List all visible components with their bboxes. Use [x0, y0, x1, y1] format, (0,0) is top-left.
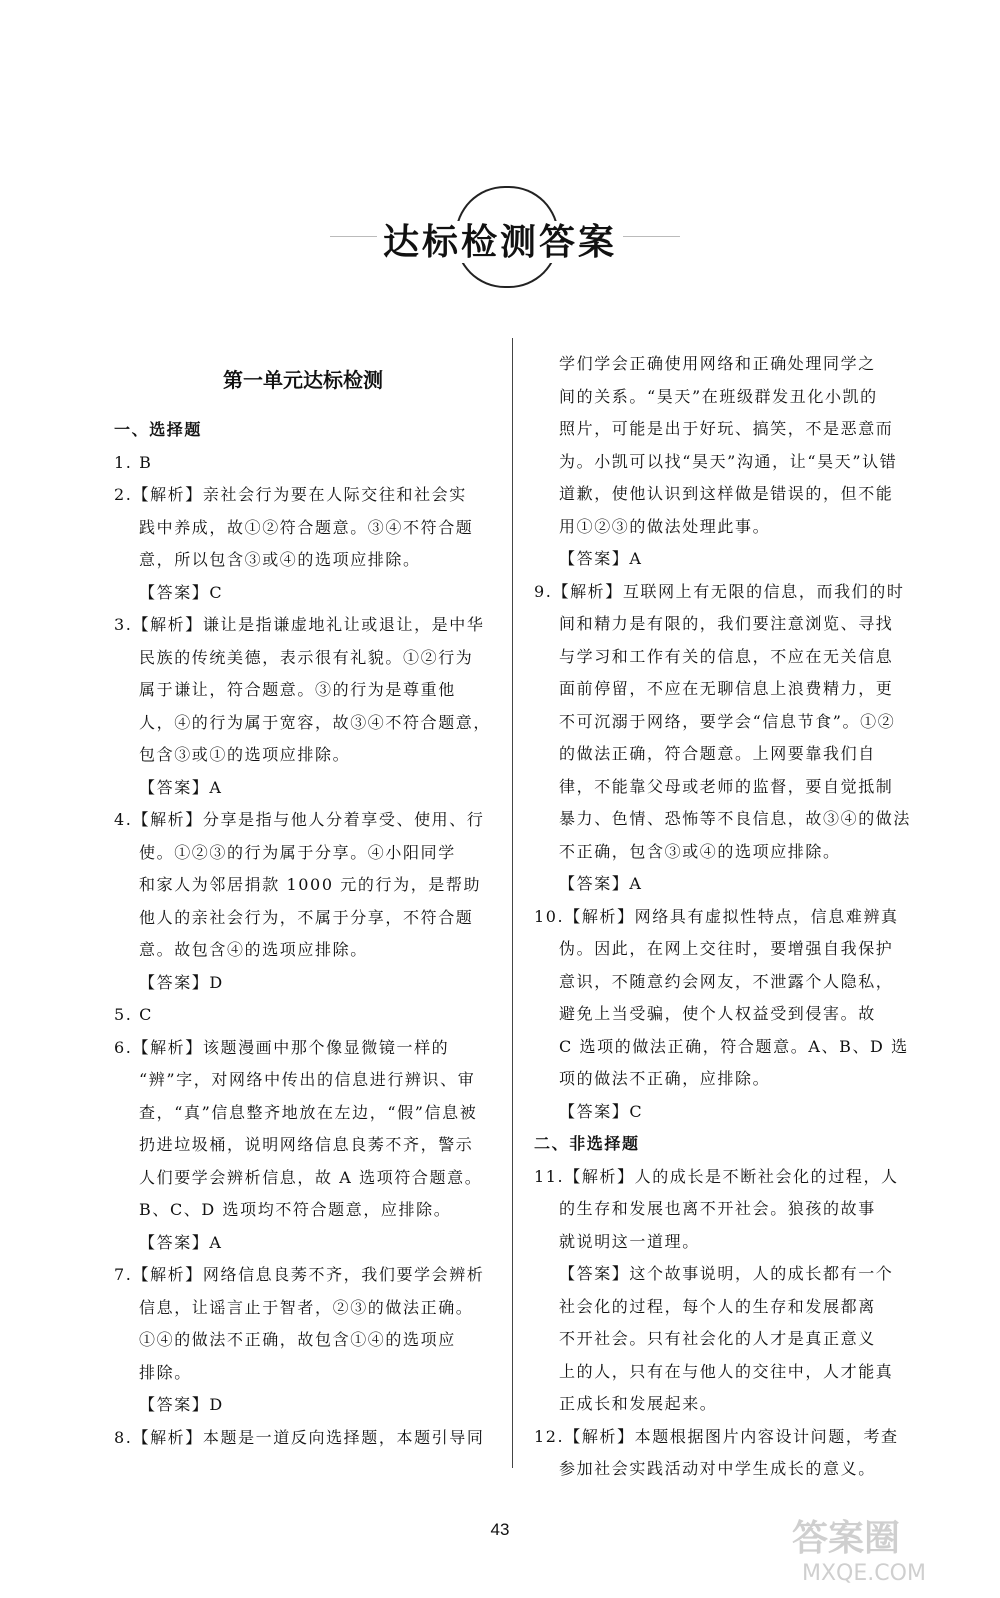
text-line: 包含③或①的选项应排除。 — [139, 745, 351, 764]
text-line: 【答案】A — [559, 549, 643, 568]
text-line: 【答案】C — [559, 1101, 644, 1121]
text-line: 11.【解析】人的成长是不断社会化的过程，人 — [534, 1166, 899, 1186]
text-line: 1. B — [114, 452, 153, 472]
text-line: 避免上当受骗，使个人权益受到侵害。故 — [559, 1004, 876, 1023]
text-line: 4.【解析】分享是指与他人分着享受、使用、行 — [114, 810, 485, 829]
text-line: 【答案】A — [139, 1232, 223, 1252]
title-block — [0, 180, 1000, 290]
text-line: 用①②③的做法处理此事。 — [559, 516, 771, 536]
text-line: 正成长和发展起来。 — [559, 1394, 718, 1413]
left-column — [114, 348, 492, 1454]
section-title: 第一单元达标检测 — [223, 368, 383, 392]
text-line: 践中养成，故①②符合题意。③④不符合题 — [139, 517, 474, 537]
page-title — [0, 214, 1000, 265]
column-divider — [512, 338, 513, 1468]
text-line: 9.【解析】互联网上有无限的信息，而我们的时 — [534, 581, 905, 601]
text-line: 【答案】D — [139, 972, 224, 992]
text-line: 3.【解析】谦让是指谦虚地礼让或退让，是中华 — [114, 615, 485, 634]
text-line: 项的做法不正确，应排除。 — [559, 1069, 771, 1088]
page-number: 43 — [490, 1520, 510, 1539]
text-line: 的做法正确，符合题意。上网要靠我们自 — [559, 744, 876, 763]
page-title-text: 达标检测答案 — [377, 221, 623, 263]
text-line: 与学习和工作有关的信息，不应在无关信息 — [559, 646, 894, 666]
text-line: 5. C — [114, 1005, 153, 1024]
text-line: 扔进垃圾桶，说明网络信息良莠不齐，警示 — [139, 1135, 474, 1154]
text-line: 【答案】D — [139, 1395, 224, 1414]
right-column — [534, 348, 916, 1486]
text-line: 照片，可能是出于好玩、搞笑，不是恶意而 — [559, 419, 894, 438]
text-line: 意，所以包含③或④的选项应排除。 — [139, 550, 421, 569]
text-line: 不开社会。只有社会化的人才是真正意义 — [559, 1329, 876, 1348]
text-line: 【答案】C — [139, 582, 224, 602]
text-line: B、C、D 选项均不符合题意，应排除。 — [139, 1200, 452, 1219]
text-line: 人，④的行为属于宽容，故③④不符合题意， — [139, 712, 492, 732]
text-line: 参加社会实践活动对中学生成长的意义。 — [559, 1459, 876, 1478]
text-line: 7.【解析】网络信息良莠不齐，我们要学会辨析 — [114, 1265, 485, 1284]
right-text-lines — [534, 348, 916, 1486]
text-line: 【答案】A — [139, 777, 223, 797]
text-line: 面前停留，不应在无聊信息上浪费精力，更 — [559, 679, 894, 698]
text-line: 人们要学会辨析信息，故 A 选项符合题意。 — [139, 1167, 483, 1187]
text-line: 10.【解析】网络具有虚拟性特点，信息难辨真 — [534, 906, 899, 926]
text-line: 民族的传统美德，表示很有礼貌。①②行为 — [139, 647, 474, 667]
text-line: 不可沉溺于网络，要学会“信息节食”。①② — [559, 711, 896, 731]
text-line: 道歉，使他认识到这样做是错误的，但不能 — [559, 484, 894, 503]
text-line: 为。小凯可以找“昊天”沟通，让“昊天”认错 — [559, 451, 898, 471]
text-line: “辨”字，对网络中传出的信息进行辨识、审 — [139, 1070, 476, 1089]
text-line: 就说明这一道理。 — [559, 1231, 700, 1251]
text-line: 伪。因此，在网上交往时，要增强自我保护 — [559, 939, 894, 958]
watermark-logo — [782, 1508, 992, 1588]
text-line: 暴力、色情、恐怖等不良信息，故③④的做法 — [559, 809, 912, 828]
text-line: 和家人为邻居捐款 1000 元的行为，是帮助 — [139, 875, 482, 894]
text-line: 间的关系。“昊天”在班级群发丑化小凯的 — [559, 386, 878, 406]
text-line: 学们学会正确使用网络和正确处理同学之 — [559, 354, 876, 373]
text-line: 二、非选择题 — [534, 1134, 640, 1153]
text-line: 【答案】A — [559, 874, 643, 893]
text-line: 一、选择题 — [114, 420, 203, 439]
text-line: 【答案】这个故事说明，人的成长都有一个 — [559, 1264, 894, 1283]
text-line: 上的人，只有在与他人的交往中，人才能真 — [559, 1361, 894, 1381]
watermark-cn: 答案圈 — [792, 1518, 901, 1559]
text-line: 意。故包含④的选项应排除。 — [139, 940, 368, 959]
text-line: 意识，不随意约会网友，不泄露个人隐私， — [559, 971, 894, 991]
text-line: 使。①②③的行为属于分享。④小阳同学 — [139, 842, 456, 862]
text-line: 排除。 — [139, 1362, 192, 1382]
text-line: 2.【解析】亲社会行为要在人际交往和社会实 — [114, 485, 467, 504]
text-line: 律，不能靠父母或老师的监督，要自觉抵制 — [559, 776, 894, 796]
text-line: 他人的亲社会行为，不属于分享，不符合题 — [139, 907, 474, 927]
left-text-lines — [114, 414, 492, 1454]
text-line: 间和精力是有限的，我们要注意浏览、寻找 — [559, 614, 894, 633]
text-line: 12.【解析】本题根据图片内容设计问题，考查 — [534, 1426, 899, 1446]
text-line: 6.【解析】该题漫画中那个像显微镜一样的 — [114, 1037, 450, 1057]
text-line: C 选项的做法正确，符合题意。A、B、D 选 — [559, 1036, 909, 1056]
text-line: 查，“真”信息整齐地放在左边，“假”信息被 — [139, 1102, 478, 1122]
text-line: 社会化的过程，每个人的生存和发展都离 — [559, 1296, 876, 1316]
text-line: 的生存和发展也离不开社会。狼孩的故事 — [559, 1199, 876, 1218]
text-line: 不正确，包含③或④的选项应排除。 — [559, 841, 841, 861]
text-line: 8.【解析】本题是一道反向选择题，本题引导同 — [114, 1427, 485, 1447]
text-line: 属于谦让，符合题意。③的行为是尊重他 — [139, 680, 456, 699]
text-line: ①④的做法不正确，故包含①④的选项应 — [139, 1330, 456, 1349]
text-line: 信息，让谣言止于智者，②③的做法正确。 — [139, 1297, 474, 1317]
watermark-url: MXQE.COM — [802, 1561, 926, 1586]
